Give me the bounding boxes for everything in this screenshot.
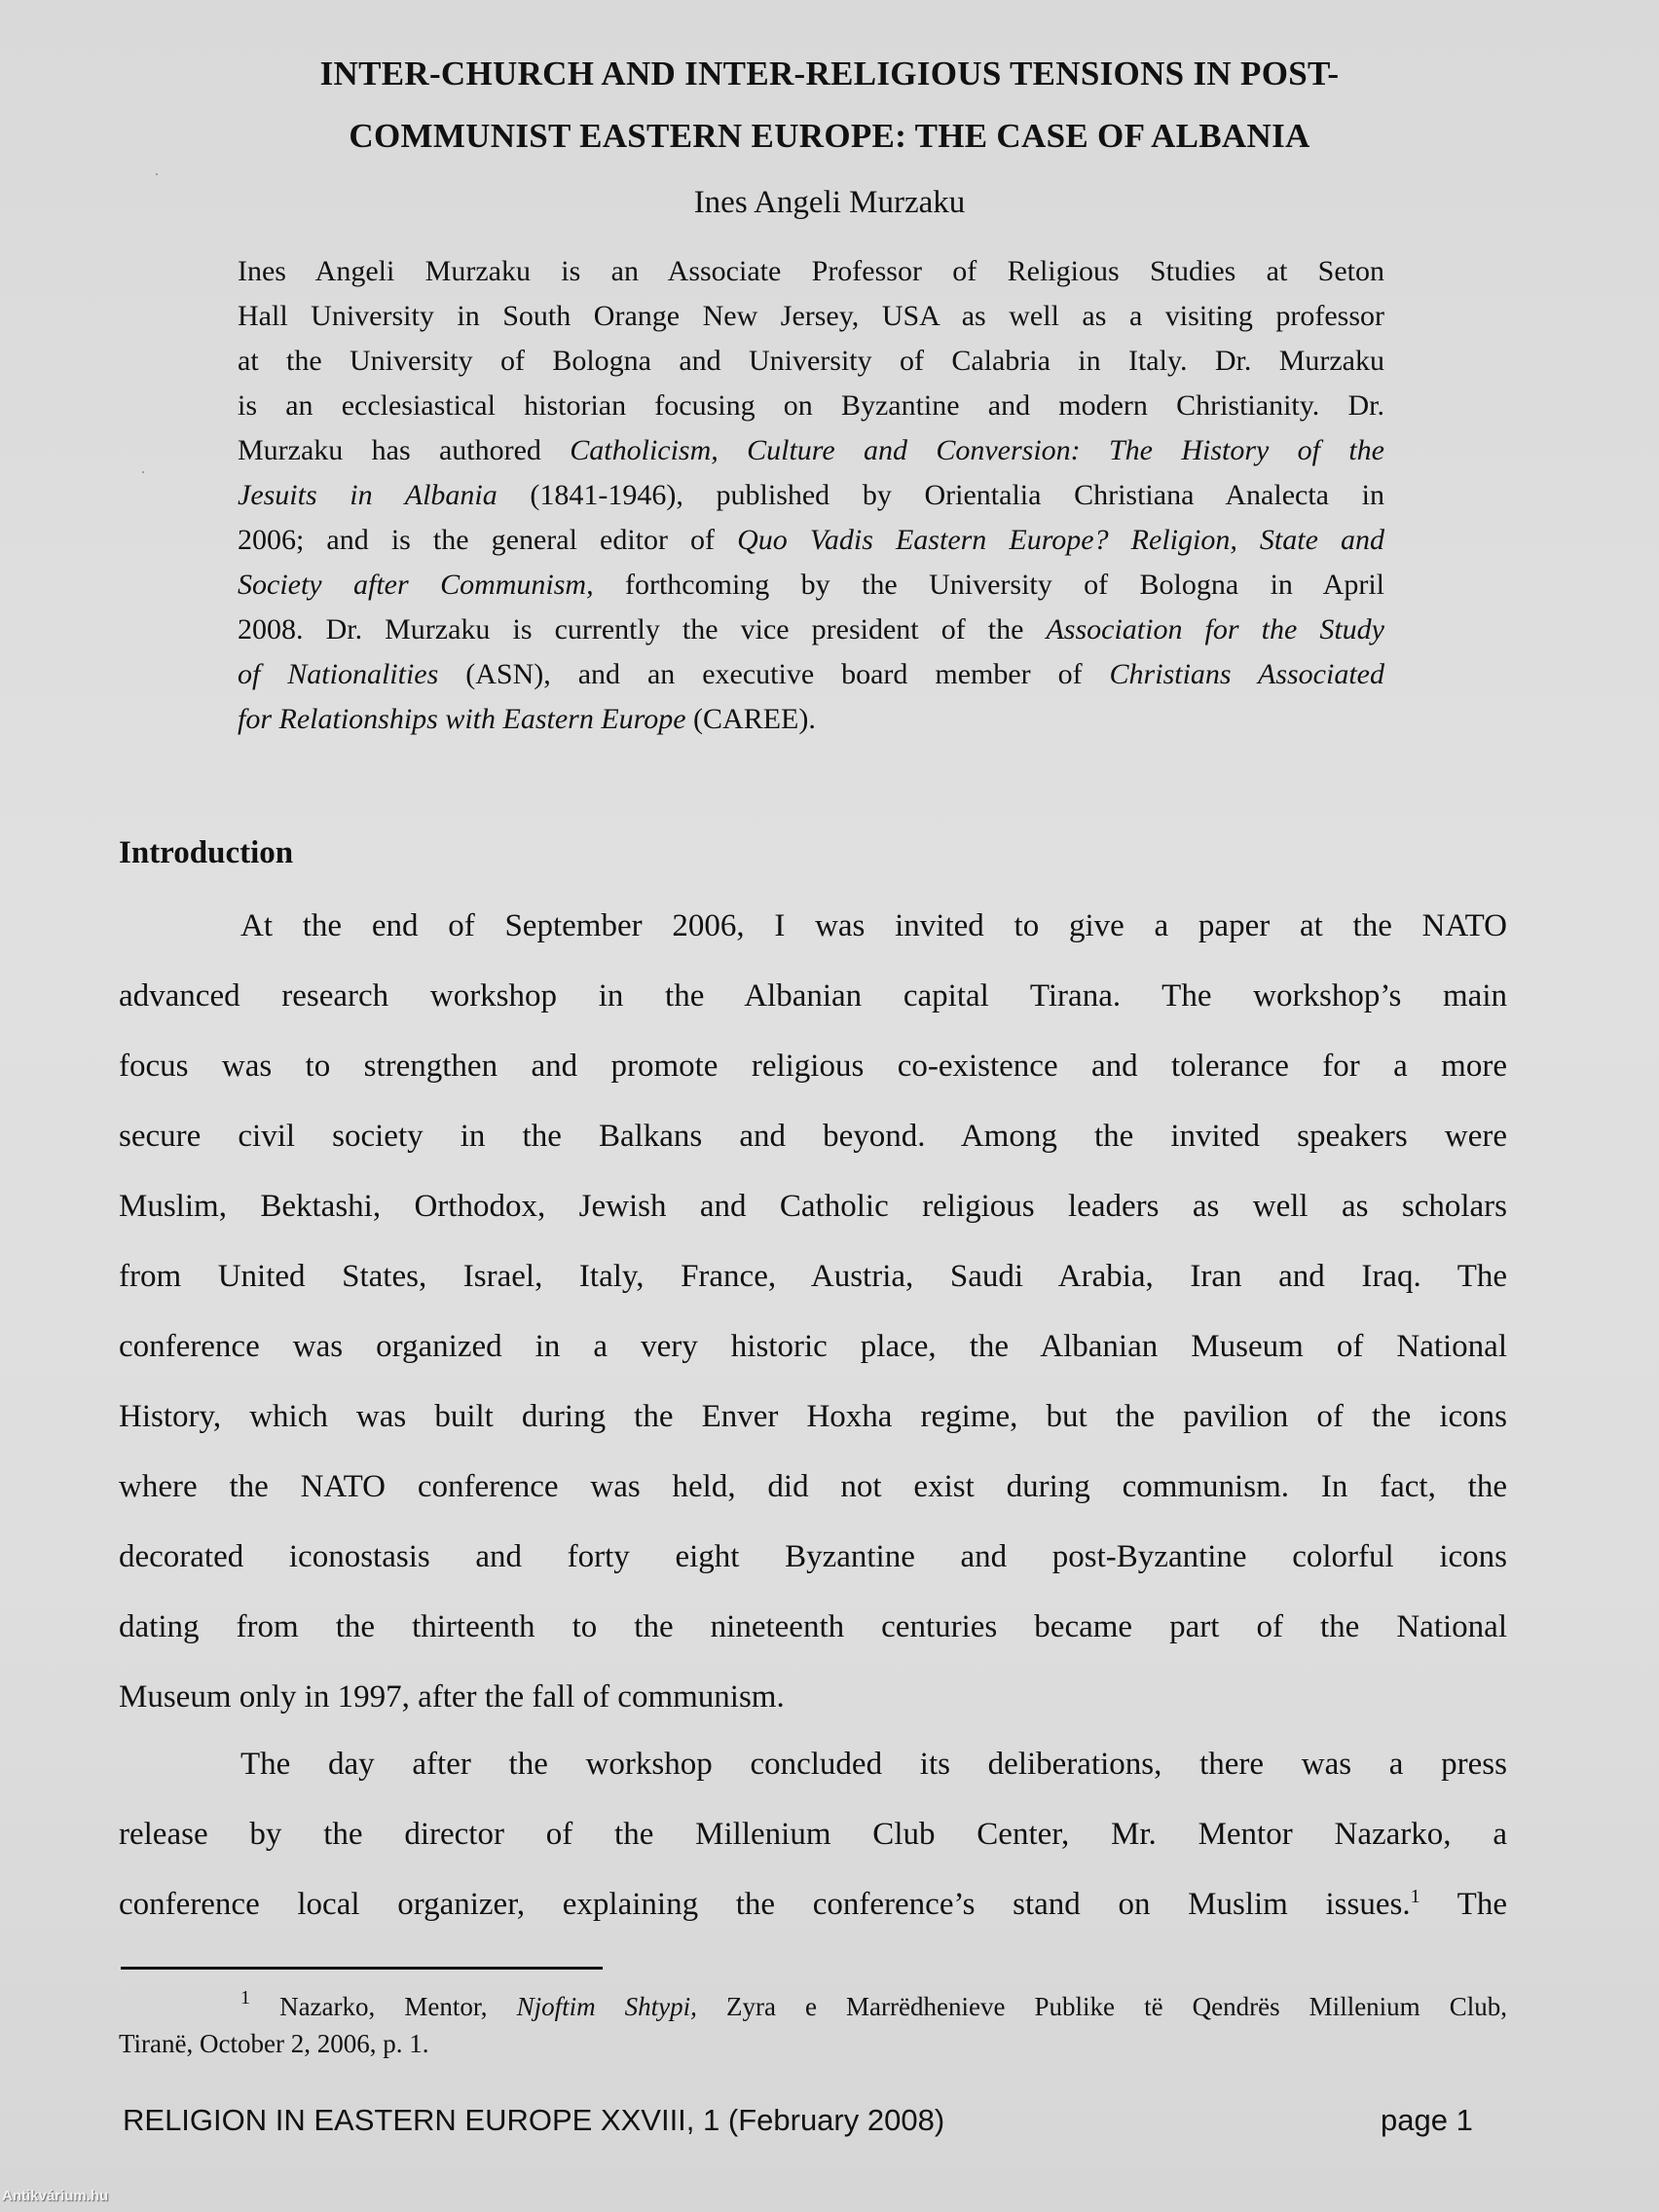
paper-speck bbox=[156, 173, 158, 175]
bio-line: Society after Communism, forthcoming by the University of Bologna in April bbox=[238, 569, 1385, 601]
paragraph-line: secure civil society in the Balkans and beyond. Among the invited speakers were bbox=[119, 1119, 1507, 1154]
watermark-logo: Antikvárium.hu bbox=[2, 2188, 109, 2204]
paragraph-line: from United States, Israel, Italy, France, Austria, Saudi Arabia, Iran and Iraq. The bbox=[119, 1259, 1507, 1294]
footnote-reference[interactable]: 1 bbox=[1410, 1886, 1420, 1907]
paragraph-line: Museum only in 1997, after the fall of communism. bbox=[119, 1679, 785, 1714]
bio-line: Ines Angeli Murzaku is an Associate Professor of Religious Studies at Seton bbox=[238, 255, 1384, 287]
bio-line: 2008. Dr. Murzaku is currently the vice president of the Association for the Study bbox=[238, 613, 1384, 645]
footnote bbox=[119, 1988, 1507, 2062]
footnote-line-2: Tiranë, October 2, 2006, p. 1. bbox=[119, 2029, 429, 2058]
bio-line: is an ecclesiastical historian focusing on Byzantine and modern Christianity. Dr. bbox=[238, 389, 1384, 422]
paragraph-line: conference local organizer, explaining the conference’s stand on Muslim issues.$^1$ The bbox=[119, 1886, 1507, 1922]
paragraph-line: History, which was built during the Enver Hoxha regime, but the pavilion of the icons bbox=[119, 1399, 1507, 1434]
paragraph-line: At the end of September 2006, I was invited to give a paper at the NATO bbox=[240, 908, 1507, 943]
bio-line: Murzaku has authored Catholicism, Culture and Conversion: The History of the bbox=[238, 434, 1384, 466]
body-paragraph-1 bbox=[119, 891, 1507, 1732]
paragraph-line: decorated iconostasis and forty eight Byzantine and post-Byzantine colorful icons bbox=[119, 1539, 1507, 1574]
running-footer: RELIGION IN EASTERN EUROPE XXVIII, 1 (February 2008) bbox=[123, 2103, 945, 2137]
paragraph-line: Muslim, Bektashi, Orthodox, Jewish and Catholic religious leaders as well as scholars bbox=[119, 1189, 1507, 1224]
section-heading: Introduction bbox=[119, 835, 294, 870]
paragraph-line: The day after the workshop concluded its deliberations, there was a press bbox=[240, 1747, 1507, 1782]
author-bio bbox=[238, 249, 1384, 742]
bio-line: 2006; and is the general editor of Quo Vadis Eastern Europe? Religion, State and bbox=[238, 524, 1384, 556]
paper-speck bbox=[142, 471, 144, 473]
footnote-line-1: $^1$ Nazarko, Mentor, Njoftim Shtypi, Zyra e Marrëdhenieve Publike të Qendrës Millenium Club, bbox=[240, 1987, 1508, 2021]
bio-line: Hall University in South Orange New Jersey, USA as well as a visiting professor bbox=[238, 300, 1384, 332]
footnote-separator bbox=[121, 1967, 603, 1970]
article-title-line-2: COMMUNIST EASTERN EUROPE: THE CASE OF ALBANIA bbox=[349, 117, 1310, 155]
article-title-line-1: INTER-CHURCH AND INTER-RELIGIOUS TENSIONS IN POST- bbox=[319, 55, 1340, 92]
bio-line: of Nationalities (ASN), and an executive board member of Christians Associated bbox=[238, 658, 1384, 690]
paragraph-line: where the NATO conference was held, did not exist during communism. In fact, the bbox=[119, 1469, 1507, 1504]
paragraph-line: dating from the thirteenth to the nineteenth centuries became part of the National bbox=[119, 1609, 1507, 1644]
paragraph-line: conference was organized in a very historic place, the Albanian Museum of National bbox=[119, 1329, 1507, 1364]
paragraph-line: release by the director of the Millenium Club Center, Mr. Mentor Nazarko, a bbox=[119, 1817, 1507, 1852]
bio-line: at the University of Bologna and University of Calabria in Italy. Dr. Murzaku bbox=[238, 345, 1384, 377]
paragraph-line: advanced research workshop in the Albanian capital Tirana. The workshop’s main bbox=[119, 978, 1507, 1014]
bio-line: for Relationships with Eastern Europe (CAREE). bbox=[238, 703, 816, 735]
page-number: page 1 bbox=[1381, 2103, 1473, 2137]
author-name: Ines Angeli Murzaku bbox=[693, 185, 966, 220]
paragraph-line: focus was to strengthen and promote religious co-existence and tolerance for a more bbox=[119, 1049, 1507, 1084]
bio-line: Jesuits in Albania (1841-1946), published by Orientalia Christiana Analecta in bbox=[238, 479, 1384, 511]
footnote-number: 1 bbox=[240, 1987, 250, 2009]
body-paragraph-2 bbox=[119, 1729, 1507, 1939]
